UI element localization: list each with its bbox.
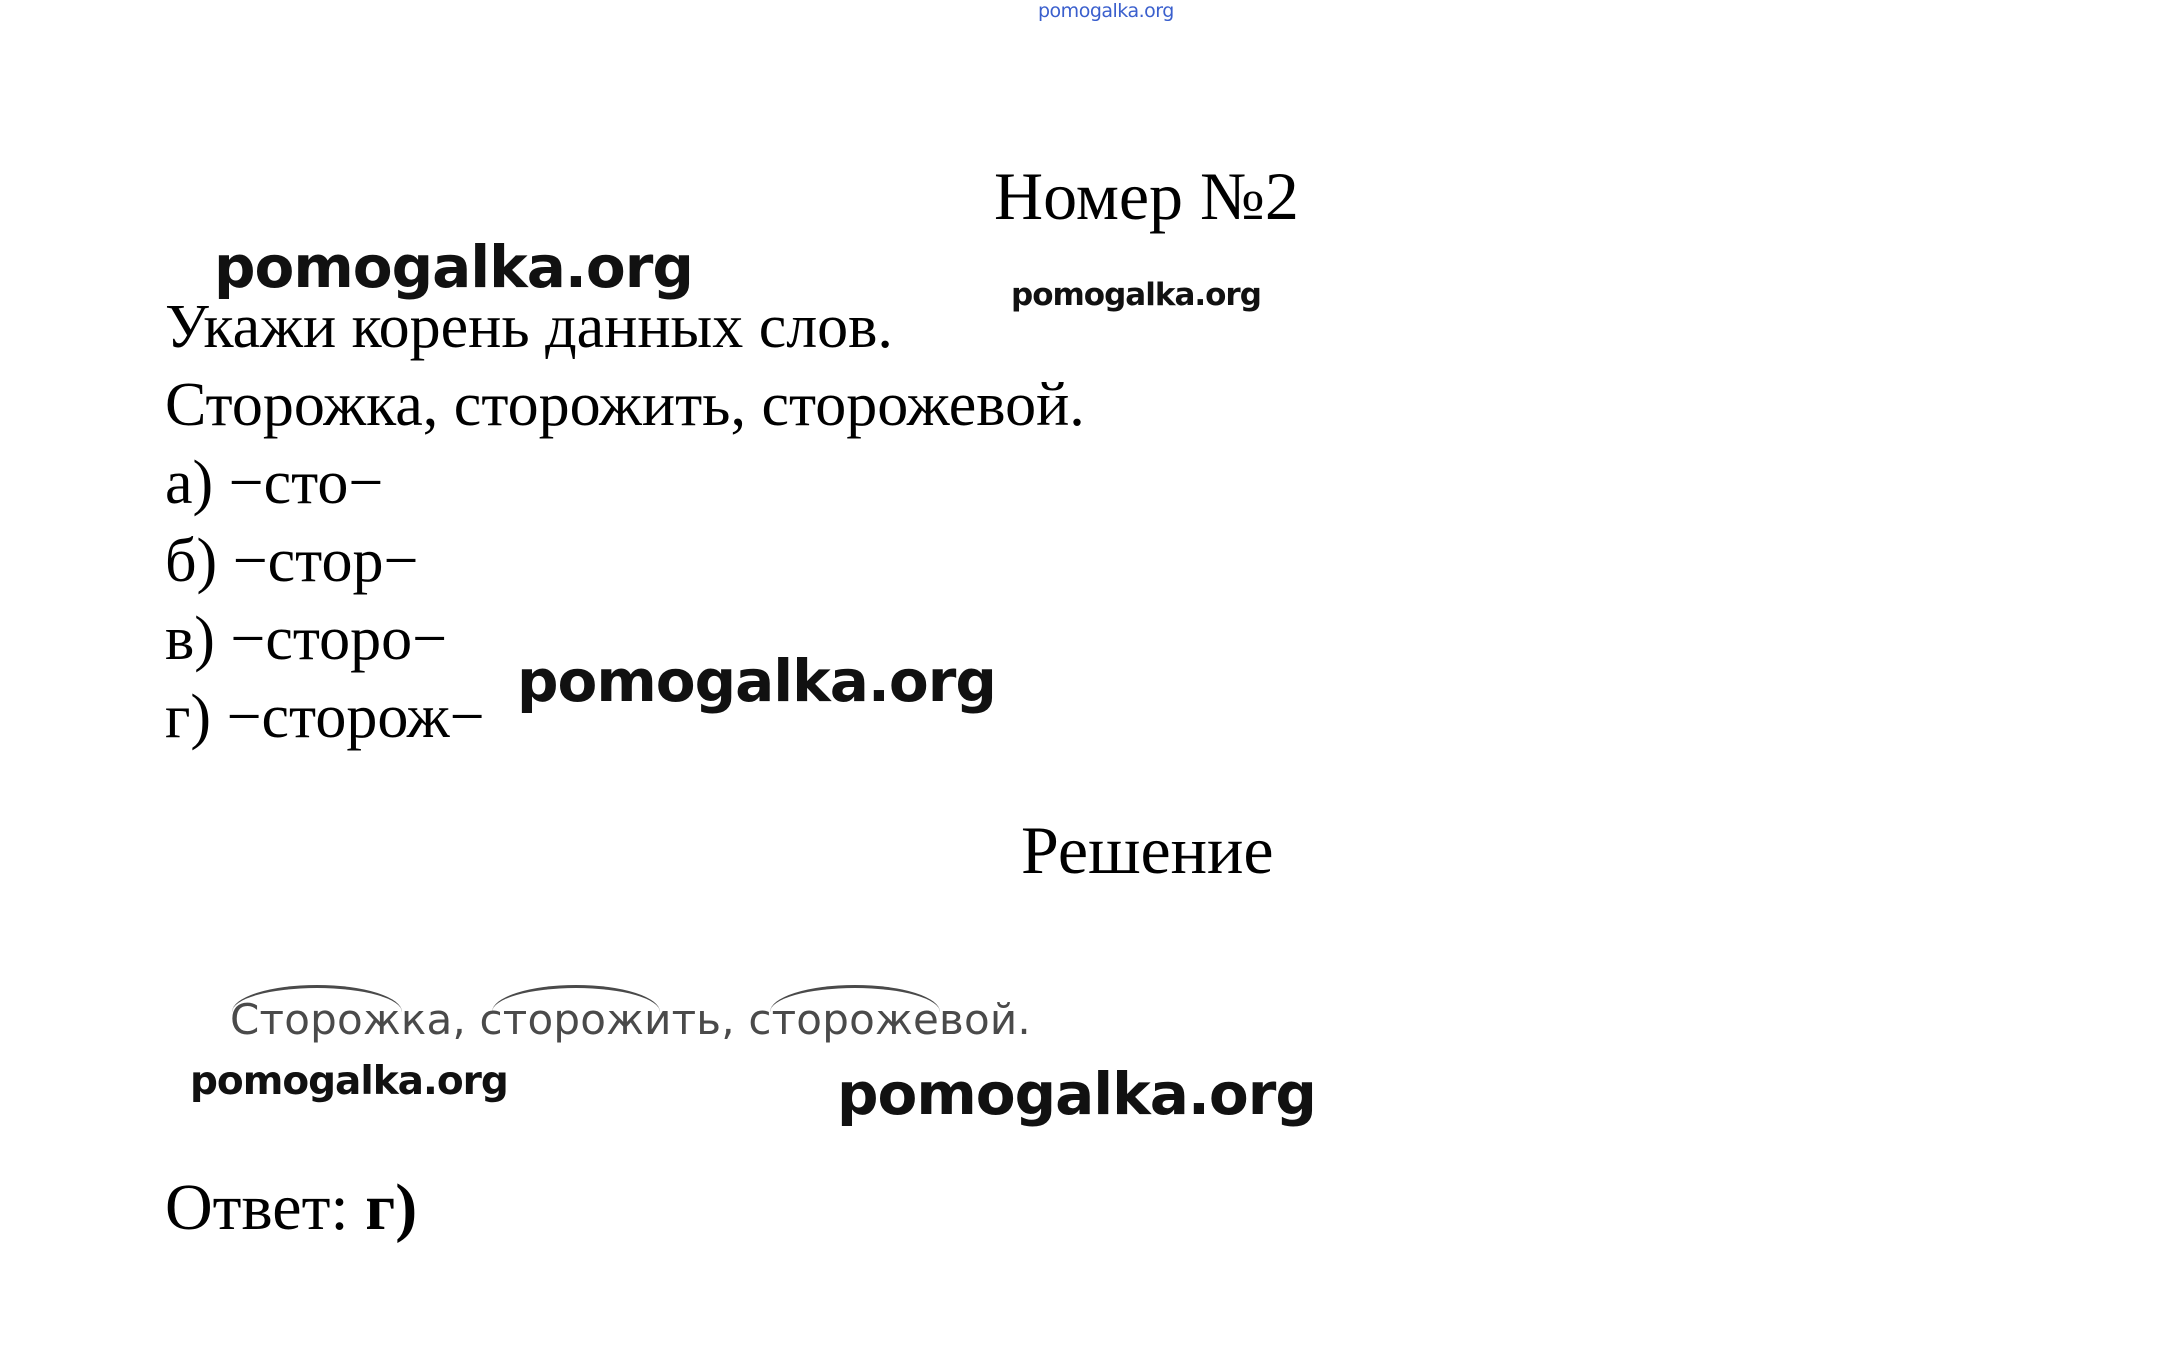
answer-label: Ответ: xyxy=(165,1171,349,1244)
watermark: pomogalka.org xyxy=(190,1059,508,1104)
option-b: б) −стор− xyxy=(165,527,419,595)
option-d: г) −сторож− xyxy=(165,683,485,751)
option-c: в) −сторо− xyxy=(165,605,448,673)
page-title: Номер №2 xyxy=(994,158,1299,234)
watermark: pomogalka.org xyxy=(837,1060,1316,1128)
watermark: pomogalka.org xyxy=(1011,277,1261,313)
watermark: pomogalka.org xyxy=(517,647,996,715)
answer-value: г) xyxy=(365,1171,418,1244)
morpheme-parse xyxy=(230,985,1070,1065)
option-a: а) −сто− xyxy=(165,449,384,517)
watermark: pomogalka.org xyxy=(214,233,693,301)
solution-title: Решение xyxy=(1021,812,1274,888)
task-instruction: Укажи корень данных слов. xyxy=(165,293,893,361)
site-link[interactable]: pomogalka.org xyxy=(1038,0,1174,22)
parsed-words: Сторожка, сторожить, сторожевой. xyxy=(230,995,1031,1044)
answer xyxy=(165,1171,418,1244)
task-words: Сторожка, сторожить, сторожевой. xyxy=(165,371,1085,439)
